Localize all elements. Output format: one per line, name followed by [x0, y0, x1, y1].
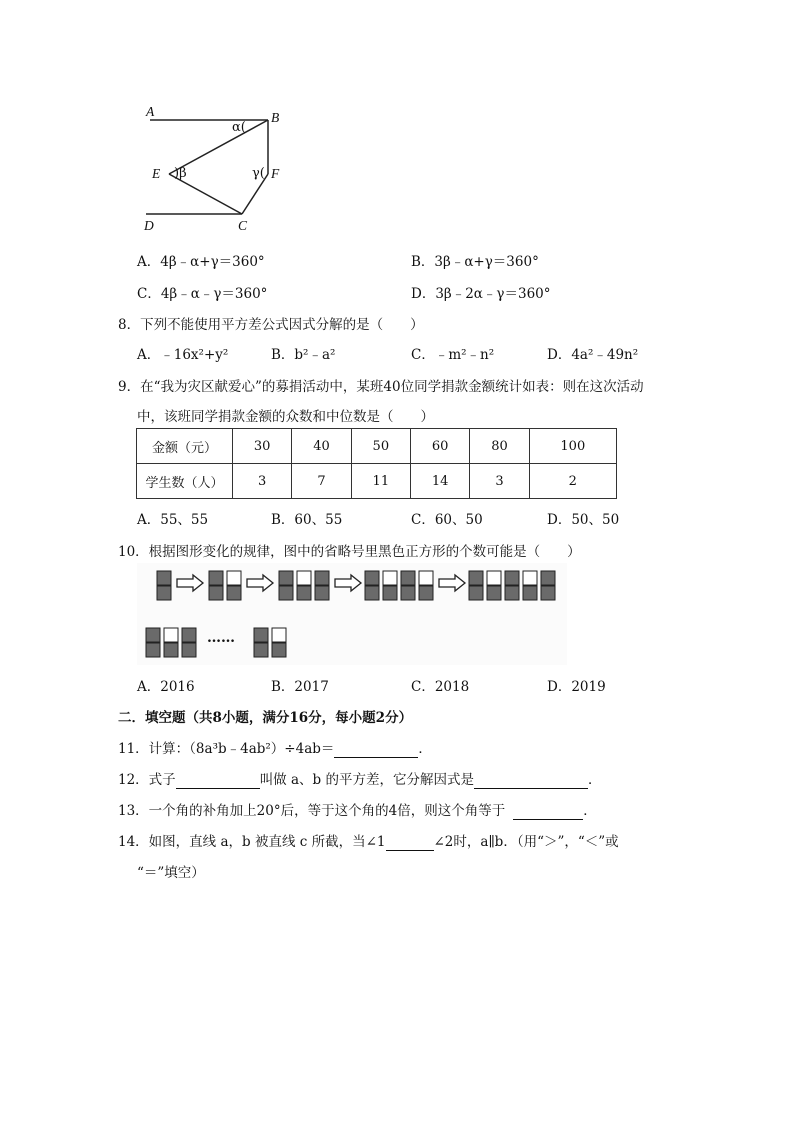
table-cell: 2 [529, 464, 616, 499]
angle-alpha-label: α( [232, 120, 246, 135]
q14-answer-blank[interactable] [386, 834, 434, 851]
table-cell: 80 [470, 429, 529, 464]
pattern-ellipsis: …… [207, 630, 235, 646]
table-cell: 30 [233, 429, 292, 464]
angle-beta-label: )β [174, 166, 187, 181]
q8-option-a[interactable]: A．﹣16x²+y² [137, 347, 229, 363]
q10-option-a[interactable]: A．2016 [137, 679, 195, 695]
q7-option-b[interactable]: B．3β﹣α+γ＝360° [411, 254, 539, 270]
q11-answer-blank[interactable] [334, 741, 418, 758]
q10-option-b[interactable]: B．2017 [271, 679, 329, 695]
q12-blank-1[interactable] [176, 772, 260, 789]
table-cell: 50 [351, 429, 410, 464]
angle-figure [138, 104, 288, 236]
q8-stem: 8．下列不能使用平方差公式因式分解的是（ ） [118, 317, 424, 333]
table-cell: 40 [292, 429, 351, 464]
q13 [118, 799, 597, 820]
table-row [137, 429, 617, 464]
point-e-label: E [152, 166, 161, 181]
table-header-students: 学生数（人） [137, 464, 233, 499]
q11 [118, 737, 432, 758]
q7-option-c[interactable]: C．4β﹣α﹣γ＝360° [137, 286, 268, 302]
q12-blank-2[interactable] [474, 772, 588, 789]
table-cell: 3 [470, 464, 529, 499]
q13-text: 13．一个角的补角加上20°后，等于这个角的4倍，则这个角等于 [118, 803, 506, 819]
q12-text: 12．式子 [118, 772, 176, 788]
q11-text: 11．计算：（8a³b﹣4ab²）÷4ab＝ [118, 741, 335, 757]
q10-option-d[interactable]: D．2019 [547, 679, 606, 695]
q9-stem-line1: 9．在“我为灾区献爱心”的募捐活动中，某班40位同学捐款金额统计如表：则在这次活动 [118, 379, 644, 395]
donation-table [136, 428, 617, 499]
q9-option-a[interactable]: A．55、55 [137, 512, 209, 528]
q7-option-d[interactable]: D．3β﹣2α﹣γ＝360° [411, 286, 551, 302]
table-cell: 14 [410, 464, 469, 499]
point-a-label: A [146, 104, 155, 119]
table-cell: 3 [233, 464, 292, 499]
q14-text: 14．如图，直线 a，b 被直线 c 所截，当∠1 [118, 834, 386, 850]
q9-option-d[interactable]: D．50、50 [547, 512, 620, 528]
square-pattern-figure [137, 563, 567, 665]
table-cell: 60 [410, 429, 469, 464]
point-d-label: D [144, 218, 154, 233]
q14-line2: “＝”填空） [137, 865, 205, 881]
table-header-amount: 金额（元） [137, 429, 233, 464]
q7-option-a[interactable]: A．4β﹣α+γ＝360° [137, 254, 265, 270]
table-cell: 7 [292, 464, 351, 499]
point-c-label: C [238, 218, 248, 233]
table-cell: 11 [351, 464, 410, 499]
q13-answer-blank[interactable] [513, 803, 583, 820]
table-cell: 100 [529, 429, 616, 464]
q12-middle: 叫做 a、b 的平方差，它分解因式是 [259, 772, 474, 788]
q14 [118, 830, 619, 851]
q8-option-c[interactable]: C．﹣m²﹣n² [411, 347, 495, 363]
q12-suffix: ． [587, 772, 602, 788]
angle-gamma-label: γ( [252, 166, 265, 181]
q12 [118, 768, 601, 789]
point-b-label: B [271, 110, 280, 125]
point-f-label: F [271, 166, 280, 181]
q11-suffix: ． [418, 741, 432, 757]
q9-stem-line2: 中，该班同学捐款金额的众数和中位数是（ ） [137, 409, 434, 425]
q13-suffix: ． [583, 803, 597, 819]
section-title: 二．填空题（共8小题，满分16分，每小题2分） [118, 710, 413, 726]
q14-middle: ∠2时，a∥b．（用“＞”，“＜”或 [433, 834, 619, 850]
q9-option-b[interactable]: B．60、55 [271, 512, 343, 528]
q8-option-d[interactable]: D．4a²﹣49n² [547, 347, 639, 363]
table-row [137, 464, 617, 499]
q10-stem: 10．根据图形变化的规律，图中的省略号里黑色正方形的个数可能是（ ） [118, 544, 581, 560]
q10-option-c[interactable]: C．2018 [411, 679, 470, 695]
q9-option-c[interactable]: C．60、50 [411, 512, 483, 528]
q8-option-b[interactable]: B．b²﹣a² [271, 347, 336, 363]
